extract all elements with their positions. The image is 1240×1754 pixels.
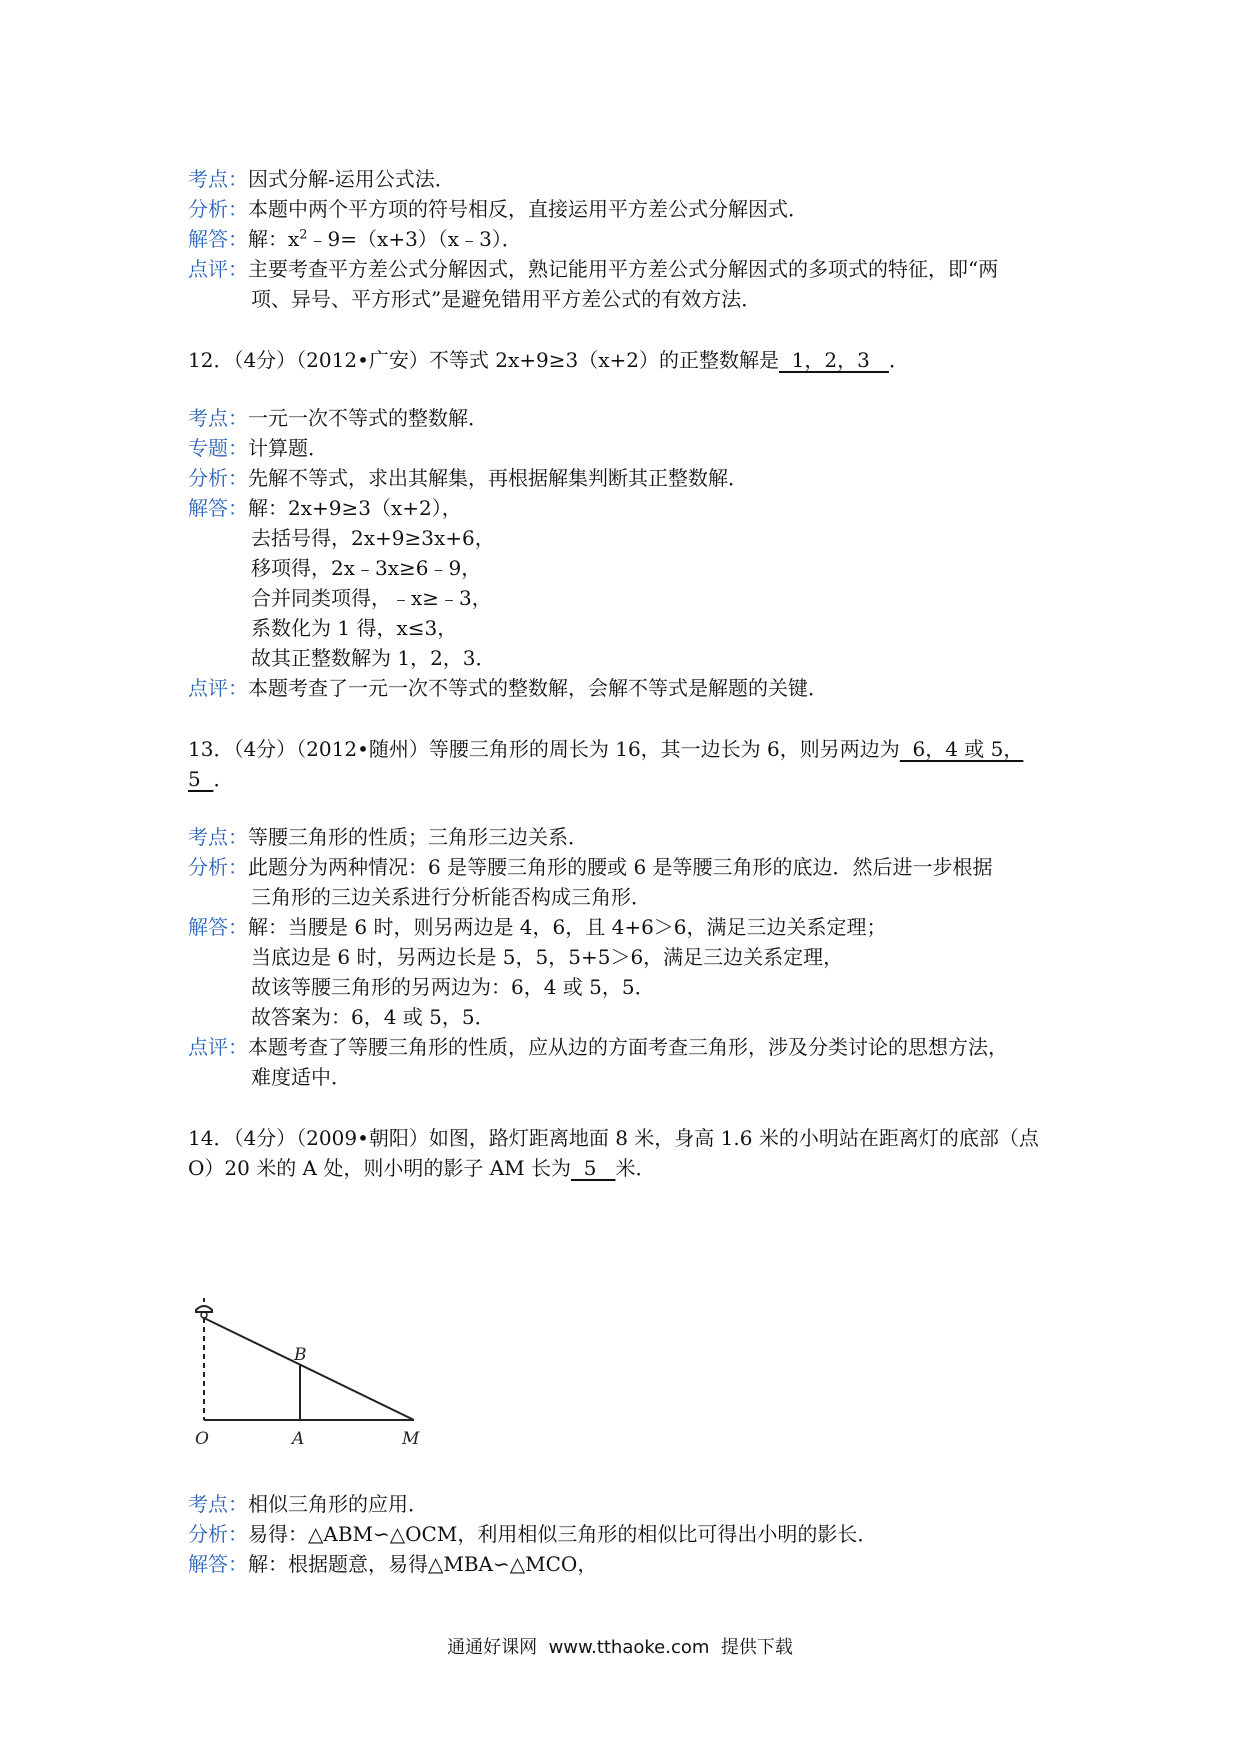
q13-answer: 6，4 或 5， [899,737,1024,761]
q13-step: 故答案为：6，4 或 5，5． [251,1005,495,1029]
q13-answer-cont: 5 [188,767,214,791]
q13-fenxi-cont: 三角形的三边关系进行分析能否构成三角形． [251,885,651,909]
q11-kaodian: 考点：因式分解-运用公式法． [188,167,455,191]
q12-dianping: 点评：本题考查了一元一次不等式的整数解，会解不等式是解题的关键． [188,676,828,700]
streetlight-shadow-figure [182,1298,432,1448]
q13-question: 13．（4分）（2012•随州）等腰三角形的周长为 16，其一边长为 6，则另两边为 6，4 或 5， [188,737,1024,761]
lamp-icon [196,1298,212,1318]
page-footer: 通通好课网 www.tthaoke.com 提供下载 [447,1637,793,1658]
q13-jieda: 解答：解：当腰是 6 时，则另两边是 4，6，且 4+6＞6，满足三边关系定理； [188,915,887,939]
q14-jieda: 解答：解：根据题意，易得△MBA∽△MCO， [188,1552,598,1576]
q12-step: 移项得，2x﹣3x≥6﹣9， [251,556,482,580]
label-o: O [195,1429,209,1448]
q11-jieda: 解答：解：$x^2﹣9=(x+3)(x﹣3)$． [188,227,522,251]
q14-kaodian: 考点：相似三角形的应用． [188,1492,428,1516]
q11-dianping: 点评：主要考查平方差公式分解因式，熟记能用平方差公式分解因式的多项式的特征，即“两 [188,257,999,281]
q12-kaodian: 考点：一元一次不等式的整数解． [188,406,488,430]
q13-fenxi: 分析：此题分为两种情况：6 是等腰三角形的腰或 6 是等腰三角形的底边．然后进一步根据 [188,855,993,879]
q13-step: 故该等腰三角形的另两边为：6，4 或 5，5． [251,975,655,999]
q11-fenxi: 分析：本题中两个平方项的符号相反，直接运用平方差公式分解因式． [188,197,808,221]
label-b: B [294,1345,307,1365]
q12-step: 去括号得，2x+9≥3x+6， [251,526,495,550]
label-m: M [402,1429,420,1448]
q12-step: 故其正整数解为 1，2，3． [251,646,496,670]
q12-fenxi: 分析：先解不等式，求出其解集，再根据解集判断其正整数解． [188,466,748,490]
q11-dianping-cont: 项、异号、平方形式”是避免错用平方差公式的有效方法． [251,287,762,311]
light-ray [204,1318,414,1420]
q13-dianping: 点评：本题考查了等腰三角形的性质，应从边的方面考查三角形，涉及分类讨论的思想方法， [188,1035,1008,1059]
q13-kaodian: 考点：等腰三角形的性质；三角形三边关系． [188,825,588,849]
q13-question-cont: 5 ． [188,767,234,791]
label-a: A [292,1429,305,1448]
q14-question: 14．（4分）（2009•朝阳）如图，路灯距离地面 8 米，身高 1.6 米的小明站在距离灯的底部（点 [188,1126,1039,1150]
q12-answer: 1，2，3 [778,348,889,372]
q12-step: 合并同类项得，﹣x≥﹣3， [251,586,492,610]
q13-dianping-cont: 难度适中． [251,1065,351,1089]
q12-jieda: 解答：解：2x+9≥3（x+2）， [188,496,462,520]
q12-step: 系数化为 1 得，x≤3， [251,616,458,640]
q14-answer: 5 [571,1156,616,1180]
q12-zhuanti: 专题：计算题． [188,436,328,460]
q13-step: 当底边是 6 时，另两边长是 5，5，5+5＞6，满足三边关系定理， [251,945,844,969]
q14-fenxi: 分析：易得：△ABM∽△OCM，利用相似三角形的相似比可得出小明的影长． [188,1522,878,1546]
q14-question-cont: O）20 米的 A 处，则小明的影子 AM 长为 5 米． [188,1156,656,1180]
q12-question: 12．（4分）（2012•广安）不等式 2x+9≥3（x+2）的正整数解是 1，2，3 ． [188,348,909,372]
